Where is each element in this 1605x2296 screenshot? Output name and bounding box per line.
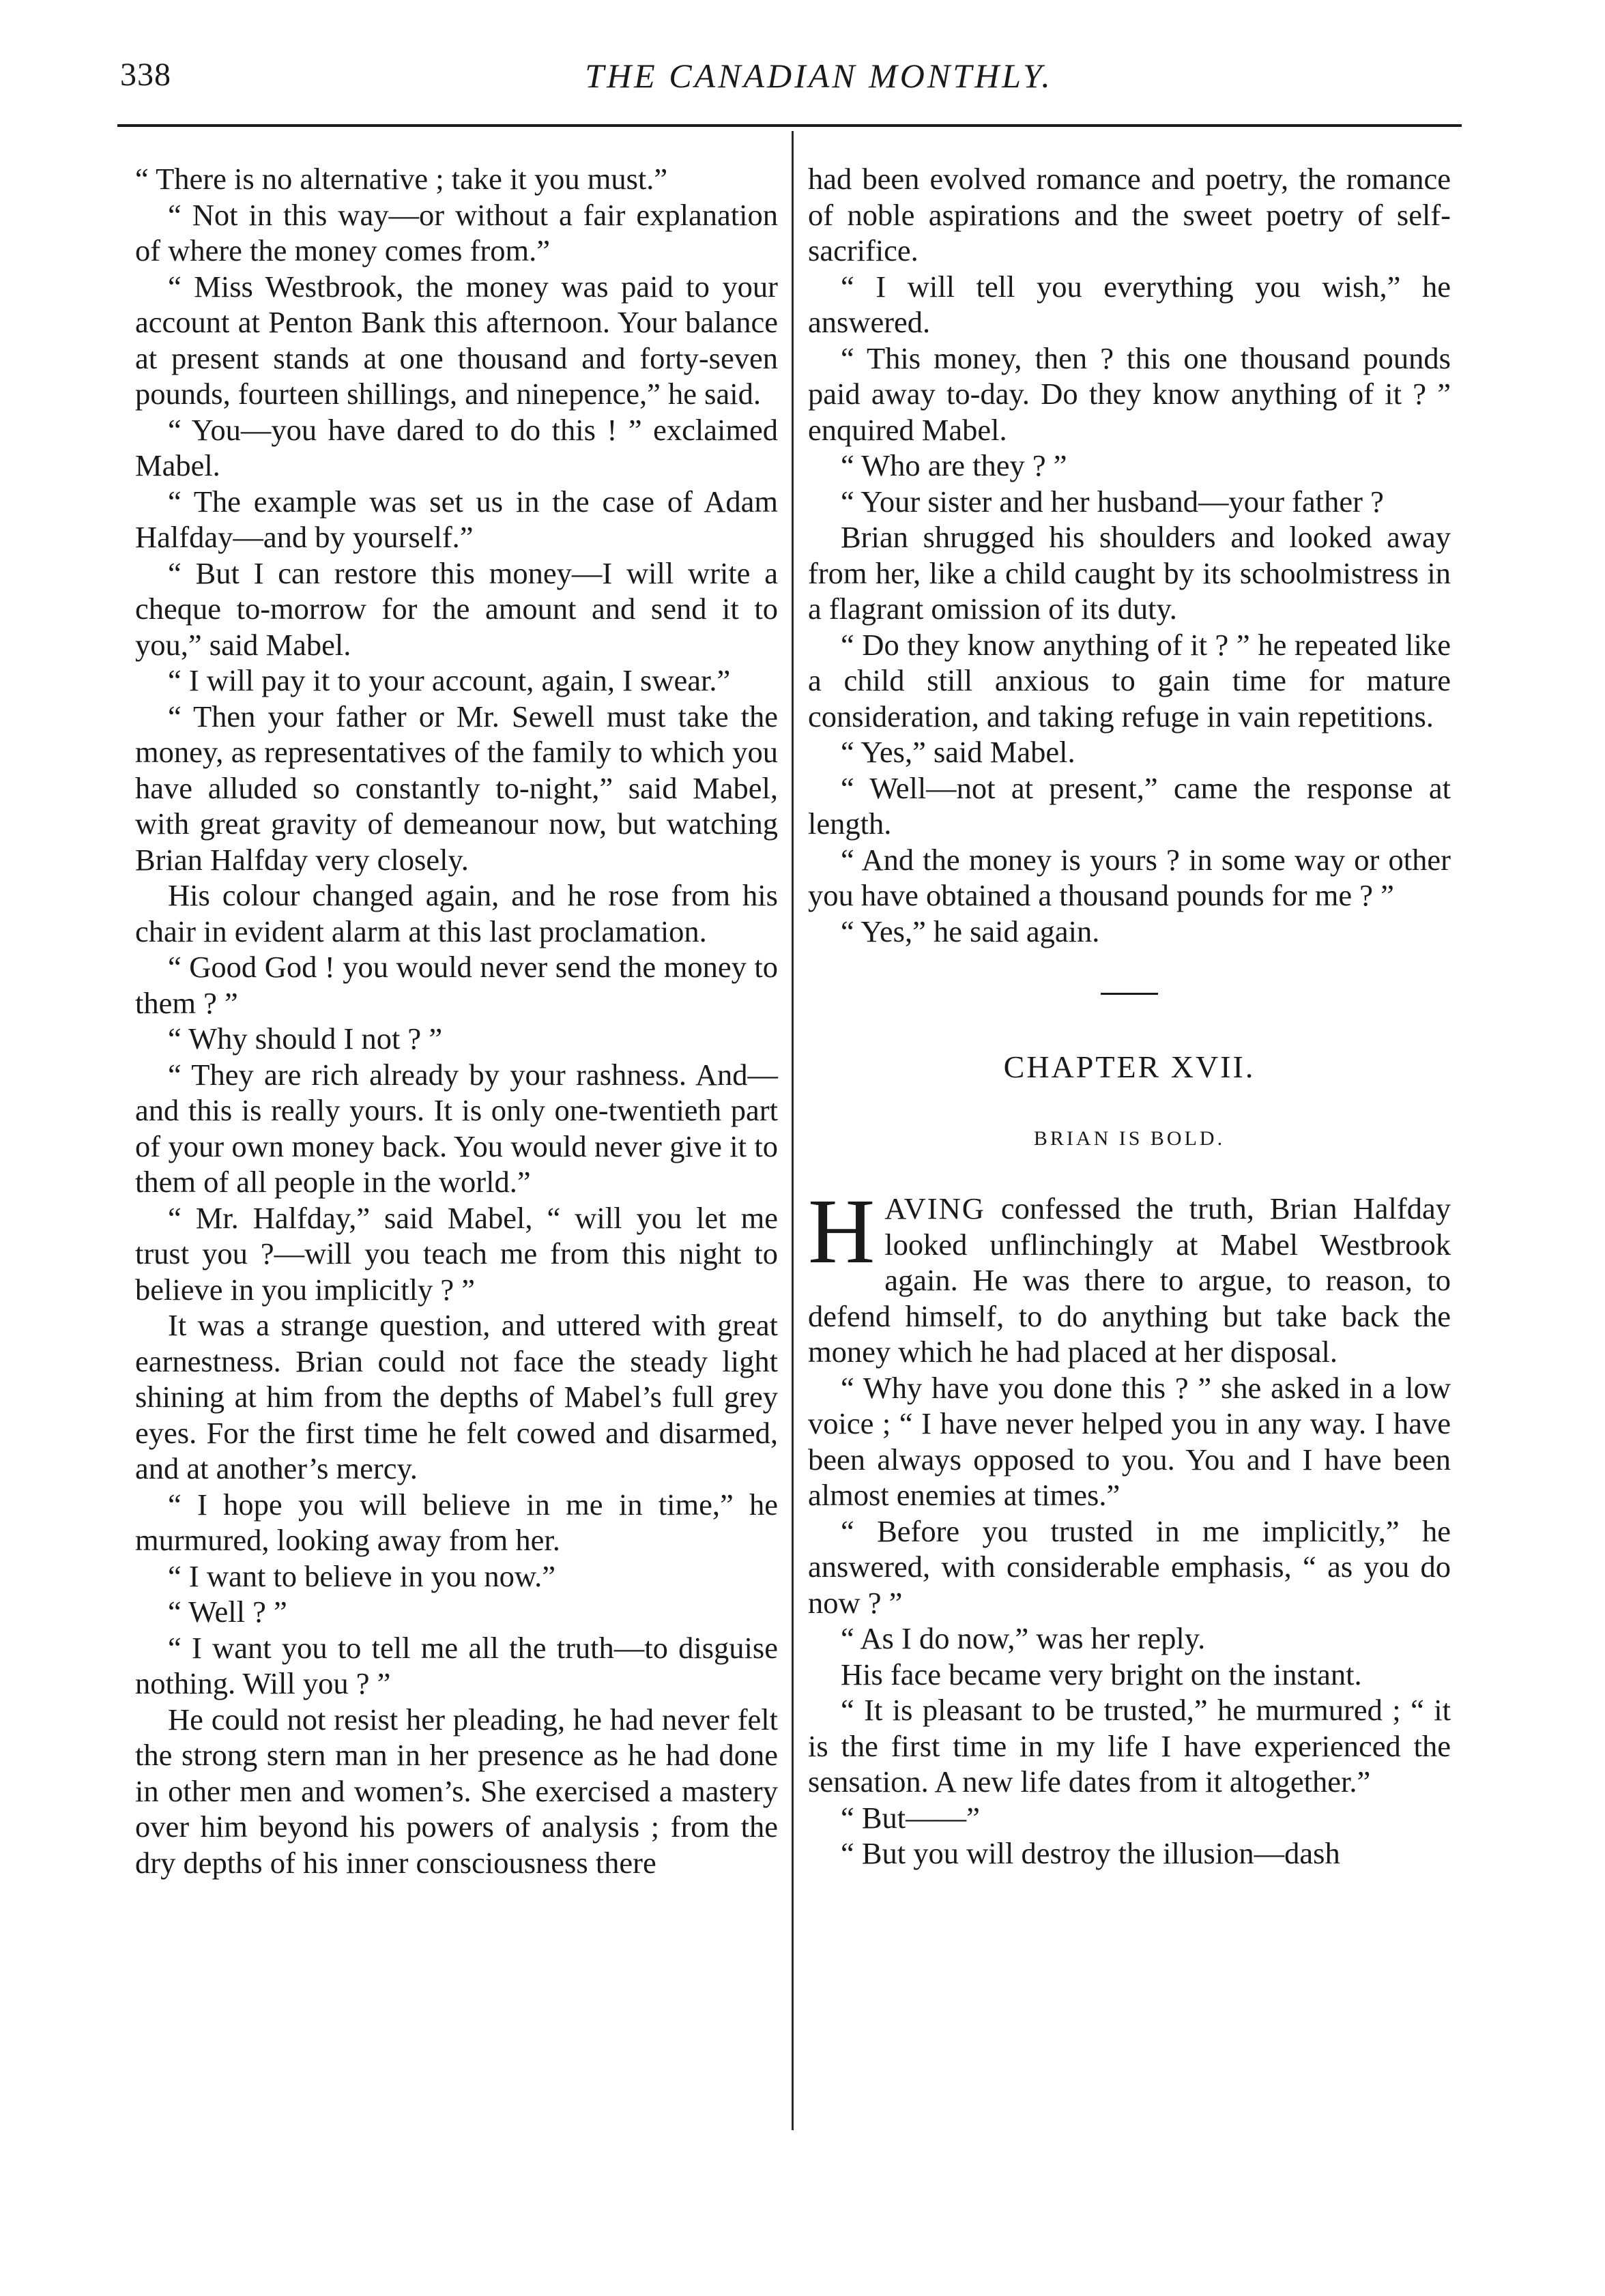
chapter-subtitle: BRIAN IS BOLD. [1033, 1127, 1226, 1150]
paragraph: “ But——” [841, 1800, 980, 1835]
paragraph: “ Your sister and her husband—your father ? [841, 484, 1384, 519]
chapter-title: CHAPTER XVII. [1003, 1049, 1256, 1084]
paragraph: had been evolved romance and poetry, the romance of noble aspirations and the sweet poetry of self-sacrifice. [808, 162, 1451, 267]
paragraph: “ You—you have dared to do this ! ” exclaimed Mabel. [135, 412, 778, 482]
paragraph: He could not resist her pleading, he had never felt the strong stern man in her presence as he had done in other men and women’s. She exercised a mastery over him beyond his powers of analysis ; from the dry depths of his inner consciousness there [135, 1702, 778, 1880]
paragraph: “ The example was set us in the case of Adam Halfday—and by yourself.” [135, 484, 778, 554]
opening-word: AVING [884, 1191, 985, 1225]
paragraph: “ Not in this way—or without a fair explanation of where the money comes from.” [135, 197, 778, 267]
paragraph: “ Yes,” he said again. [841, 914, 1100, 948]
paragraph: “ As I do now,” was her reply. [841, 1621, 1206, 1655]
paragraph: “ But I can restore this money—I will write a cheque to-morrow for the amount and send it to you,” said Mabel. [135, 555, 778, 662]
paragraph: “ Good God ! you would never send the money to them ? ” [135, 950, 778, 1020]
chapter-opening-paragraph [808, 1180, 1451, 1370]
paragraph: It was a strange question, and uttered with great earnestness. Brian could not face the steady light shining at him from the depths of Mabel’s full grey eyes. For the first time he felt cowed and disarmed, and at another’s mercy. [135, 1308, 778, 1485]
drop-cap: H [808, 1180, 876, 1283]
paragraph: “ I hope you will believe in me in time,” he murmured, looking away from her. [135, 1487, 778, 1557]
paragraph: “ I will pay it to your account, again, I swear.” [168, 663, 731, 697]
paragraph: “ Miss Westbrook, the money was paid to your account at Penton Bank this afternoon. Your balance at present stands at one thousand and forty-seven pounds, fourteen shillings, and ninepence,” he said. [135, 269, 778, 411]
right-column [808, 161, 1451, 1872]
chapter-break [808, 993, 1451, 1157]
paragraph: “ And the money is yours ? in some way or other you have obtained a thousand pounds for me ? ” [808, 842, 1451, 912]
header-rule [117, 124, 1462, 127]
running-title: THE CANADIAN MONTHLY. [585, 57, 1053, 95]
paragraph: His face became very bright on the instant. [841, 1657, 1362, 1691]
page-number: 338 [120, 57, 171, 93]
paragraph: “ Do they know anything of it ? ” he repeated like a child still anxious to gain time for mature consideration, and taking refuge in vain repetitions. [808, 627, 1451, 733]
opening-text: confessed the truth, Brian Halfday looked unflinchingly at Mabel Westbrook again. He was there to argue, to reason, to defend himself, to do anything but take back the money which he had placed at her disposal. [808, 1191, 1451, 1369]
paragraph: Brian shrugged his shoulders and looked away from her, like a child caught by its schoolmistress in a flagrant omission of its duty. [808, 520, 1451, 626]
paragraph: “ Well ? ” [168, 1595, 287, 1629]
paragraph: “ They are rich already by your rashness. And—and this is really yours. It is only one-twentieth part of your own money back. You would never give it to them of all people in the world.” [135, 1057, 778, 1199]
paragraph: “ Well—not at present,” came the response at length. [808, 770, 1451, 841]
paragraph: “ This money, then ? this one thousand pounds paid away to-day. Do they know anything of it ? ” enquired Mabel. [808, 340, 1451, 447]
paragraph: “ Who are they ? ” [841, 448, 1067, 482]
paragraph: “ It is pleasant to be trusted,” he murmured ; “ it is the first time in my life I have experienced the sensation. A new life dates from it altogether.” [808, 1693, 1451, 1799]
paragraph: “ Why should I not ? ” [168, 1021, 443, 1056]
paragraph: “ I want you to tell me all the truth—to disguise nothing. Will you ? ” [135, 1630, 778, 1700]
paragraph: “ I will tell you everything you wish,” he answered. [808, 269, 1451, 339]
paragraph: “ Yes,” said Mabel. [841, 735, 1075, 769]
paragraph: “ Mr. Halfday,” said Mabel, “ will you let me trust you ?—will you teach me from this night to believe in you implicitly ? ” [135, 1200, 778, 1307]
column-divider [792, 131, 794, 2130]
paragraph: “ Then your father or Mr. Sewell must take the money, as representatives of the family to which you have alluded so constantly to-night,” said Mabel, with great gravity of demeanour now, but watching Brian Halfday very closely. [135, 699, 778, 877]
paragraph: “ I want to believe in you now.” [168, 1558, 556, 1593]
paragraph: “ Before you trusted in me implicitly,” he answered, with considerable emphasis, “ as you do now ? ” [808, 1513, 1451, 1620]
left-column [135, 161, 778, 1880]
chapter-separator [1101, 993, 1158, 995]
paragraph: His colour changed again, and he rose from his chair in evident alarm at this last proclamation. [135, 878, 778, 948]
paragraph: “ Why have you done this ? ” she asked in a low voice ; “ I have never helped you in any way. I have been always opposed to you. You and I have been almost enemies at times.” [808, 1370, 1451, 1512]
paragraph: “ But you will destroy the illusion—dash [841, 1836, 1340, 1870]
paragraph: “ There is no alternative ; take it you must.” [135, 162, 668, 196]
